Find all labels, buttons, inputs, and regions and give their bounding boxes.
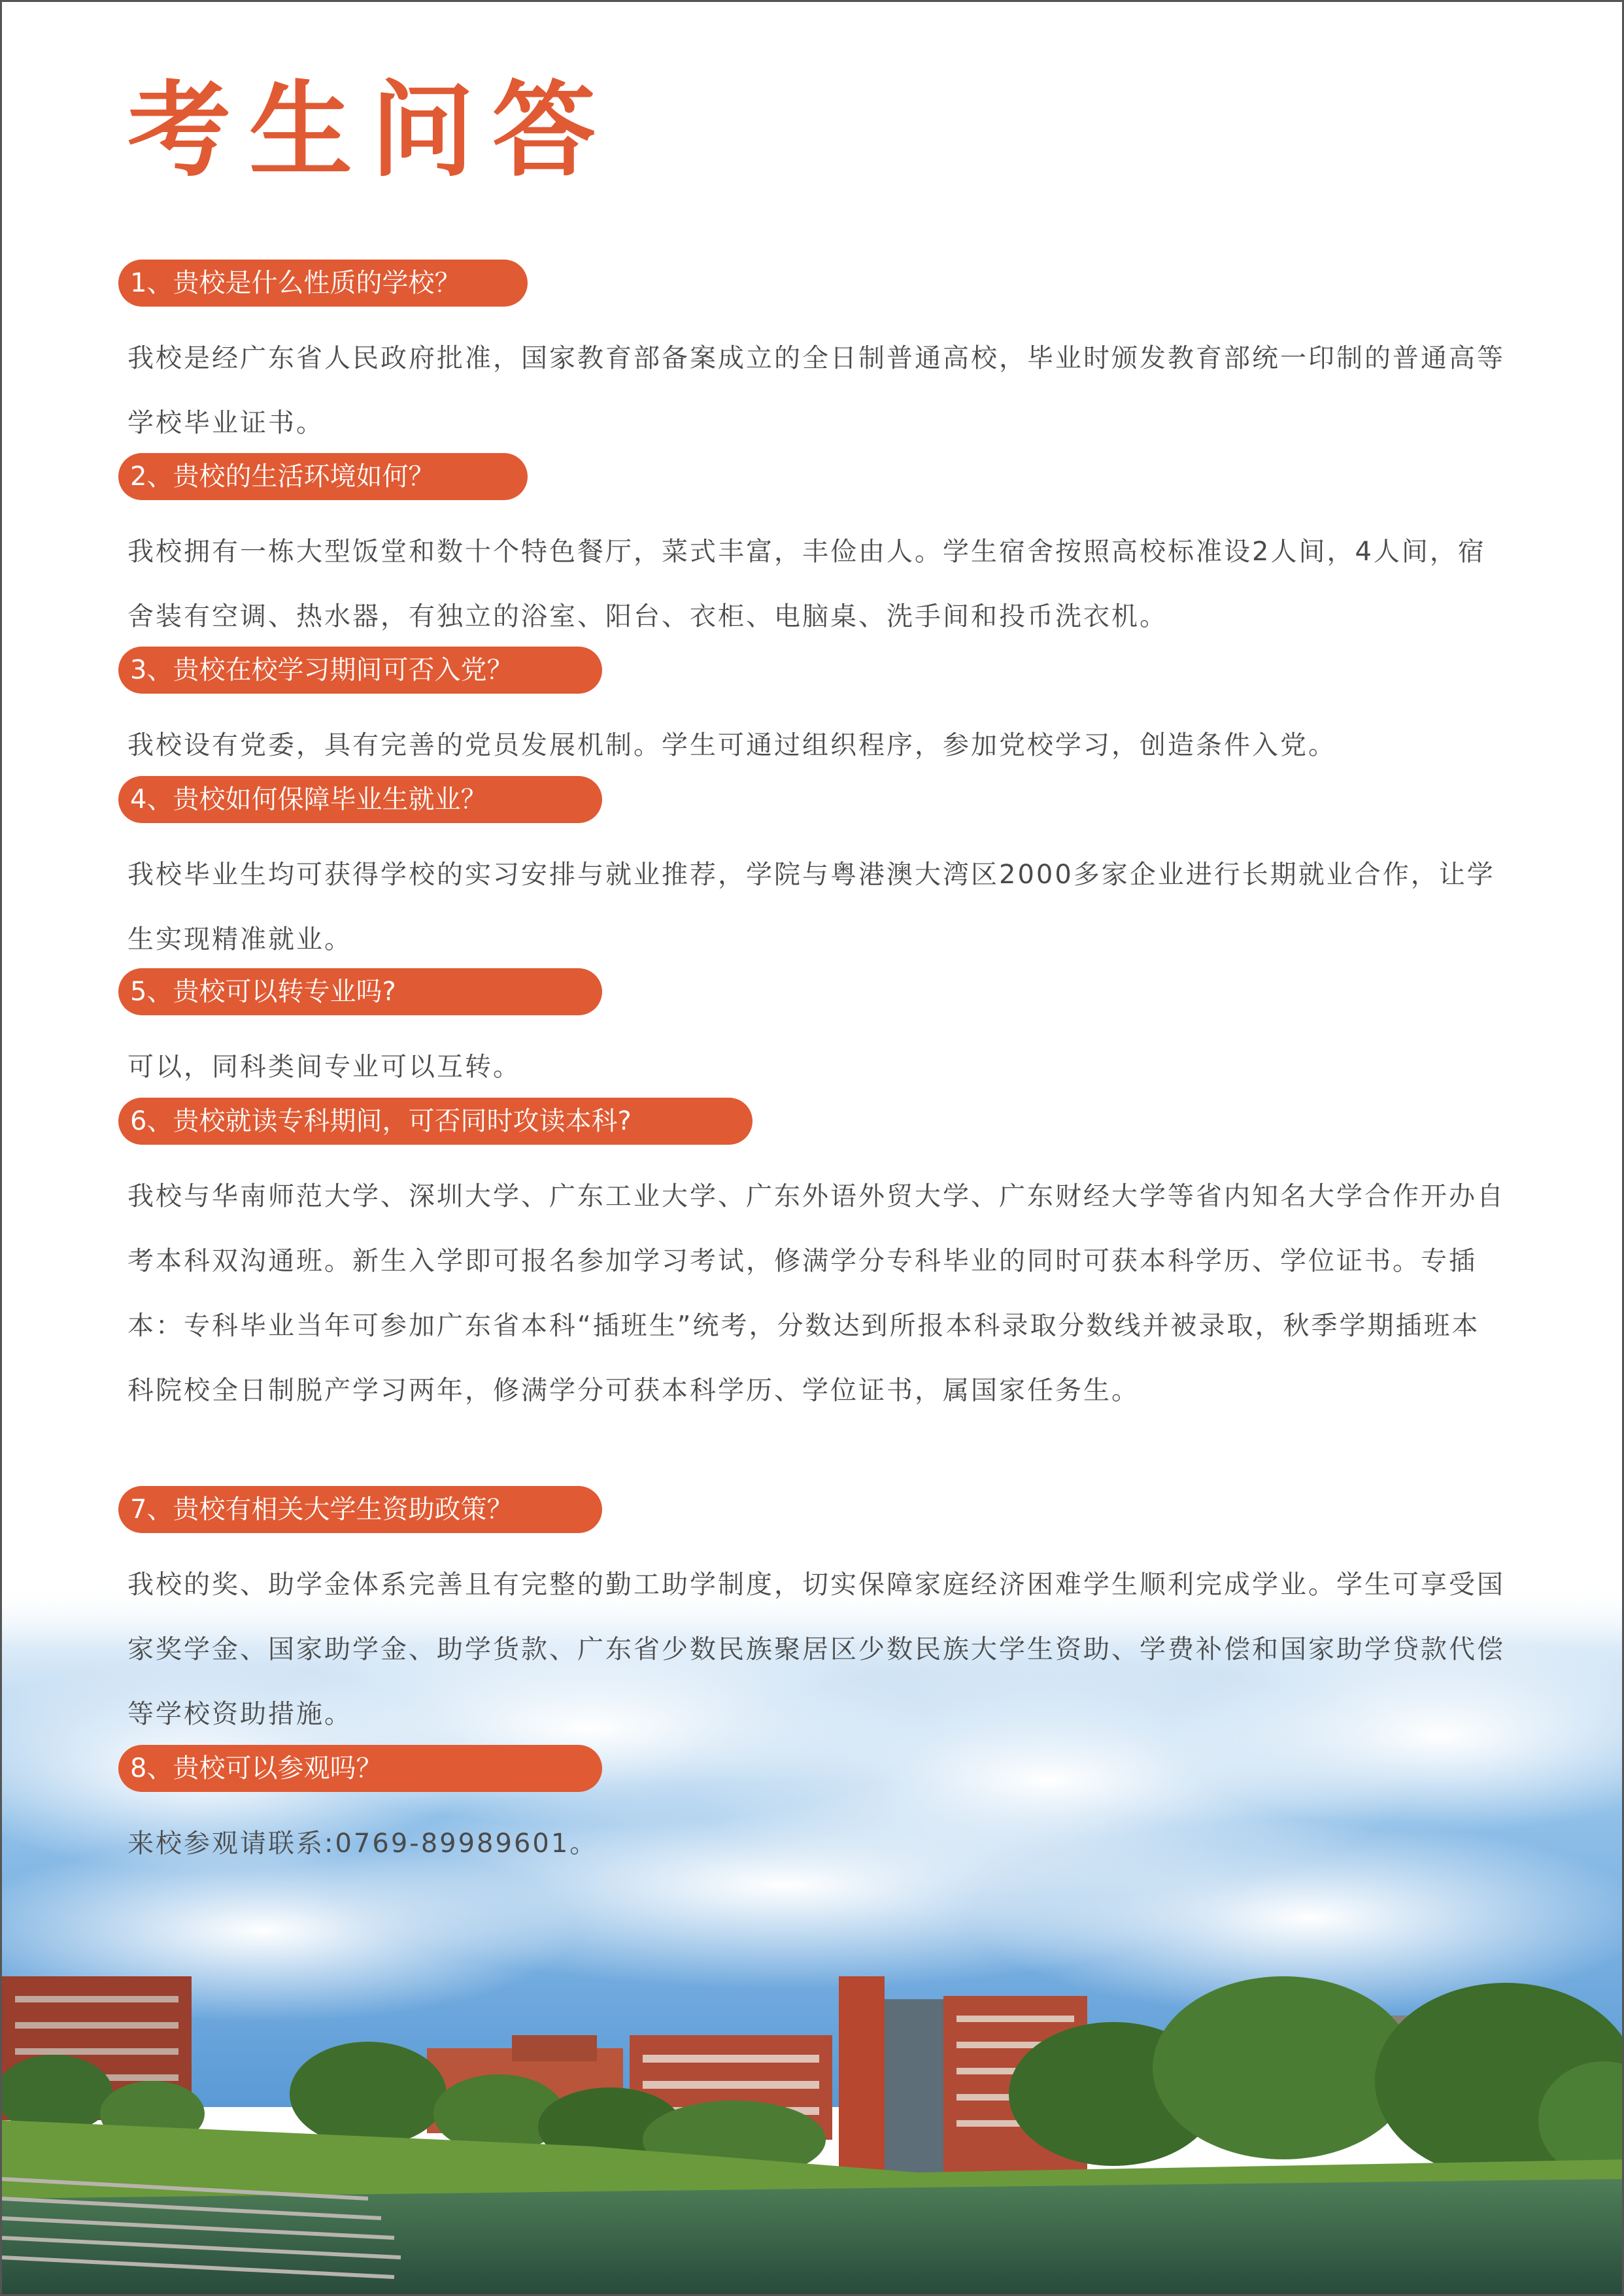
question-badge-8: 8、贵校可以参观吗？ bbox=[118, 1745, 602, 1792]
answer-text-4: 我校毕业生均可获得学校的实习安排与就业推荐，学院与粤港澳大湾区2000多家企业进行长期就业合作，让学生实现精准就业。 bbox=[127, 860, 1495, 954]
question-badge-7: 7、贵校有相关大学生资助政策？ bbox=[118, 1486, 602, 1533]
question-badge-1: 1、贵校是什么性质的学校？ bbox=[118, 260, 528, 307]
answer-text-6: 我校与华南师范大学、深圳大学、广东工业大学、广东外语外贸大学、广东财经大学等省内知名大学合作开办自考本科双沟通班。新生入学即可报名参加学习考试，修满学分专科毕业的同时可获本科学历、学位证书。专插本：专科毕业当年可参加广东省本科“插班生”统考，分数达到所报本科录取分数线并被录取，秋季学期插班本科院校全日制脱产学习两年，修满学分可获本科学历、学位证书，属国家任务生。 bbox=[127, 1181, 1505, 1406]
answer-text-3: 我校设有党委，具有完善的党员发展机制。学生可通过组织程序，参加党校学习，创造条件入党。 bbox=[127, 730, 1336, 760]
question-badge-6: 6、贵校就读专科期间，可否同时攻读本科? bbox=[118, 1098, 753, 1145]
question-badge-4: 4、贵校如何保障毕业生就业？ bbox=[118, 776, 602, 823]
page-title: 考生问答 bbox=[127, 71, 614, 191]
answer-text-1: 我校是经广东省人民政府批准，国家教育部备案成立的全日制普通高校，毕业时颁发教育部统一印制的普通高等学校毕业证书。 bbox=[127, 343, 1505, 438]
question-badge-2: 2、贵校的生活环境如何？ bbox=[118, 453, 528, 500]
answer-text-7: 我校的奖、助学金体系完善且有完整的勤工助学制度，切实保障家庭经济困难学生顺利完成学业。学生可享受国家奖学金、国家助学金、助学货款、广东省少数民族聚居区少数民族大学生资助、学费补偿和国家助学贷款代偿等学校资助措施。 bbox=[127, 1570, 1505, 1729]
answer-text-8: 来校参观请联系:0769-89989601。 bbox=[127, 1829, 598, 1859]
question-badge-3: 3、贵校在校学习期间可否入党？ bbox=[118, 647, 602, 694]
lake bbox=[2, 2179, 1624, 2296]
question-badge-5: 5、贵校可以转专业吗? bbox=[118, 968, 602, 1015]
answer-text-5: 可以，同科类间专业可以互转。 bbox=[127, 1052, 521, 1082]
answer-text-2: 我校拥有一栋大型饭堂和数十个特色餐厅，菜式丰富，丰俭由人。学生宿舍按照高校标准设2人间，4人间，宿舍装有空调、热水器，有独立的浴室、阳台、衣柜、电脑桌、洗手间和投币洗衣机。 bbox=[127, 537, 1486, 632]
